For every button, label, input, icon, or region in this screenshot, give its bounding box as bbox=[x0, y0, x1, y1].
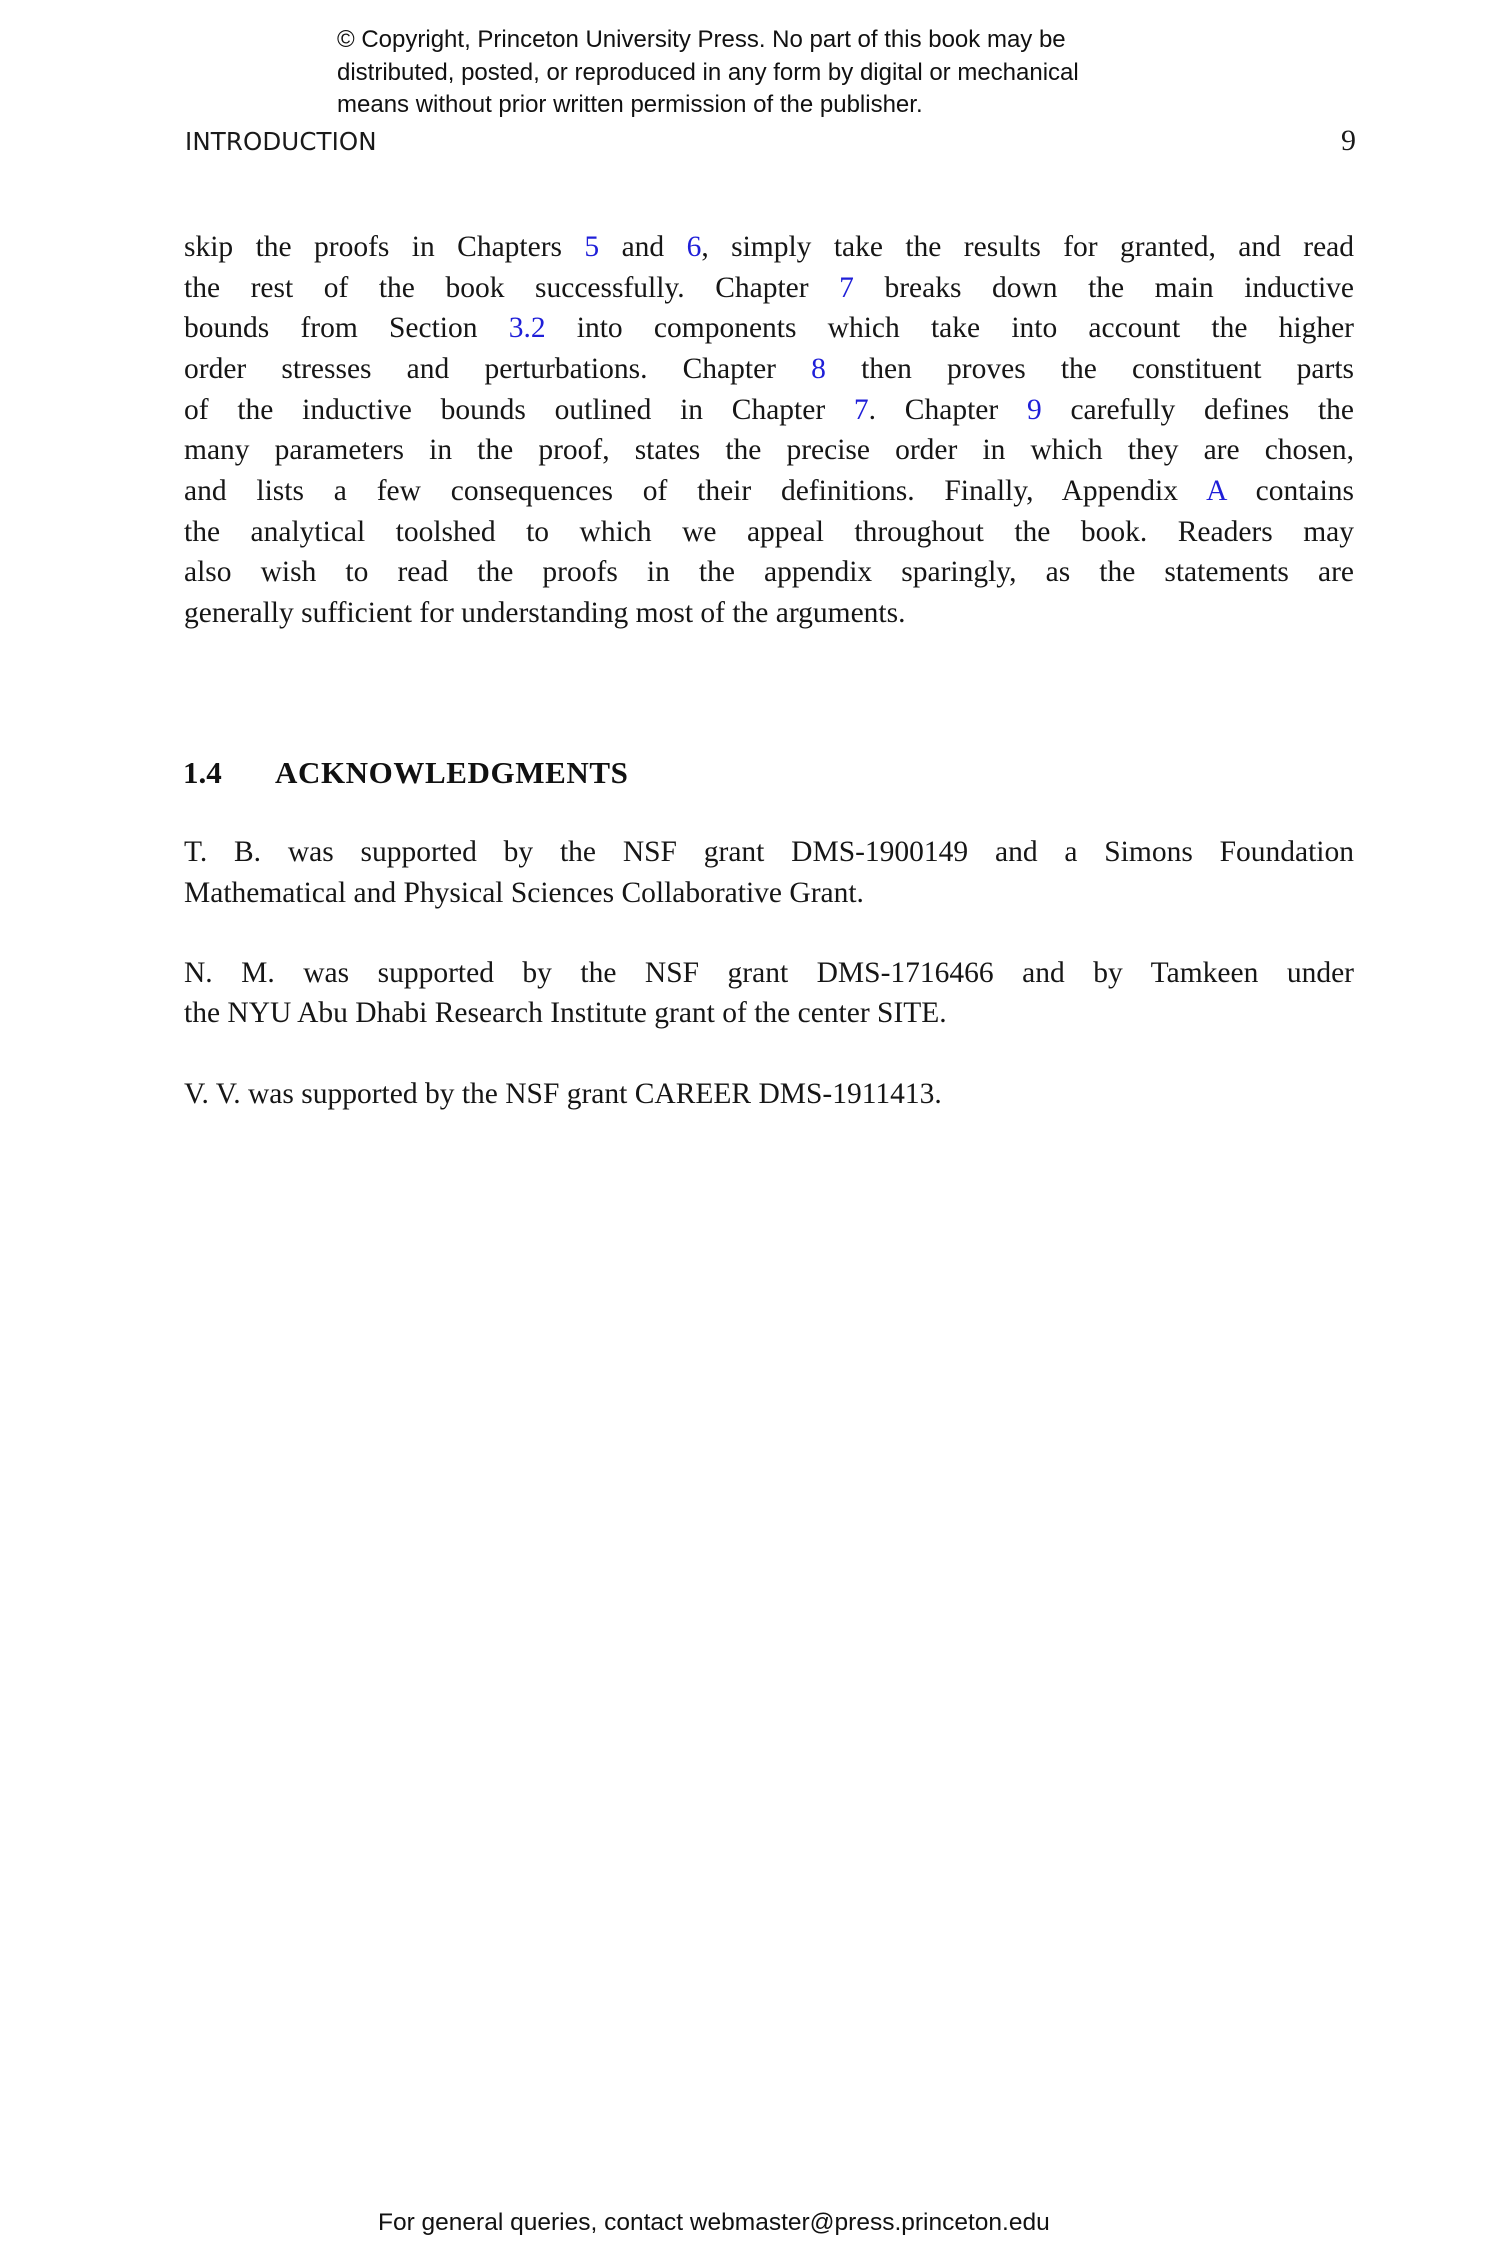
body-text-segment: contains bbox=[1225, 474, 1354, 507]
cross-reference-link[interactable]: A bbox=[1206, 474, 1226, 507]
body-text-segment: then proves the constituent parts bbox=[825, 352, 1354, 385]
cross-reference-link[interactable]: 8 bbox=[811, 352, 826, 385]
body-text-segment: breaks down the main inductive bbox=[853, 271, 1354, 304]
copyright-line: distributed, posted, or reproduced in any form by digital or mechanical bbox=[337, 58, 1079, 86]
body-line bbox=[184, 552, 1354, 592]
ack-tb-line-2: Mathematical and Physical Sciences Collaborative Grant. bbox=[184, 877, 864, 909]
body-line bbox=[184, 268, 1354, 308]
cross-reference-link[interactable]: 7 bbox=[853, 393, 869, 426]
body-text-segment: carefully defines the bbox=[1041, 393, 1355, 426]
chapter-running-title: INTRODUCTION bbox=[185, 127, 377, 156]
body-text-segment: and bbox=[599, 231, 687, 263]
body-text-segment: order stresses and perturbations. Chapter bbox=[184, 352, 812, 385]
ack-nm-line-2: the NYU Abu Dhabi Research Institute grant of the center SITE. bbox=[184, 997, 947, 1029]
cross-reference-link[interactable]: 9 bbox=[1026, 393, 1042, 426]
body-line bbox=[184, 430, 1354, 470]
body-text-segment: also wish to read the proofs in the appendix sparingly, as the statements are bbox=[184, 556, 1354, 589]
body-line bbox=[184, 471, 1354, 511]
cross-reference-link[interactable]: 3.2 bbox=[508, 312, 546, 345]
body-line bbox=[184, 593, 1354, 633]
body-text-segment: skip the proofs in Chapters bbox=[184, 231, 585, 263]
body-text-segment: bounds from Section bbox=[184, 312, 509, 345]
body-text-segment: , simply take the results for granted, and read bbox=[701, 231, 1355, 263]
body-text-segment: of the inductive bounds outlined in Chapter bbox=[184, 393, 854, 426]
footer-contact: For general queries, contact webmaster@press.princeton.edu bbox=[378, 2209, 1050, 2236]
copyright-line: © Copyright, Princeton University Press. No part of this book may be bbox=[337, 26, 1066, 53]
body-line bbox=[184, 227, 1354, 267]
body-line bbox=[184, 349, 1354, 389]
ack-vv-line-1: V. V. was supported by the NSF grant CAREER DMS-1911413. bbox=[184, 1078, 942, 1110]
section-title: ACKNOWLEDGMENTS bbox=[275, 755, 629, 790]
body-text-segment: and lists a few consequences of their definitions. Finally, Appendix bbox=[184, 474, 1207, 507]
body-text-segment: the analytical toolshed to which we appeal throughout the book. Readers may bbox=[184, 515, 1354, 548]
cross-reference-link[interactable]: 6 bbox=[686, 231, 702, 263]
body-line bbox=[184, 512, 1354, 552]
body-text-segment: many parameters in the proof, states the precise order in which they are chosen, bbox=[184, 434, 1354, 467]
body-text-segment: the rest of the book successfully. Chapter bbox=[184, 271, 840, 304]
cross-reference-link[interactable]: 7 bbox=[839, 271, 854, 304]
body-text-segment: . Chapter bbox=[868, 393, 1027, 426]
copyright-line: means without prior written permission of the publisher. bbox=[337, 91, 923, 118]
body-line bbox=[184, 308, 1354, 348]
running-head bbox=[185, 124, 1356, 157]
ack-nm-line-1: N. M. was supported by the NSF grant DMS-1716466 and by Tamkeen under bbox=[184, 957, 1354, 989]
section-number: 1.4 bbox=[183, 755, 222, 790]
body-line bbox=[184, 390, 1354, 430]
body-text-segment: into components which take into account the higher bbox=[545, 312, 1354, 345]
section-heading bbox=[183, 753, 628, 793]
cross-reference-link[interactable]: 5 bbox=[584, 231, 600, 263]
copyright-notice bbox=[337, 24, 1079, 122]
page-number: 9 bbox=[1341, 124, 1356, 157]
ack-tb-line-1: T. B. was supported by the NSF grant DMS-1900149 and a Simons Foundation bbox=[184, 836, 1354, 868]
body-text-segment: generally sufficient for understanding most of the arguments. bbox=[184, 596, 906, 629]
